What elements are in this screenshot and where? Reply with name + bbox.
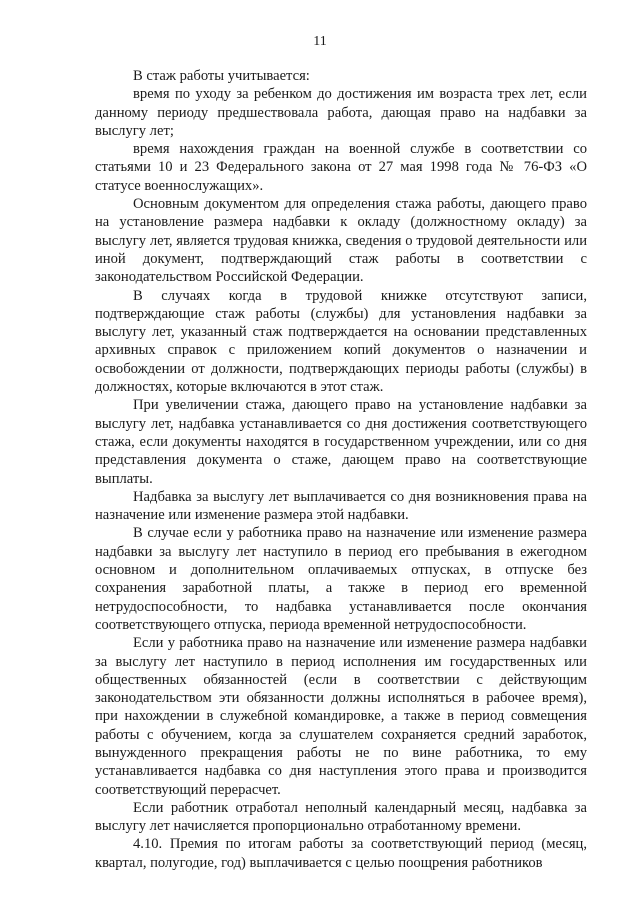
paragraph-stage-increase: При увеличении стажа, дающего право на установление надбавки за выслугу лет, надбавка устанавливается со дня достижения соответствующего стажа, если документы находятся в государственном учреждении, или со дня представления документа о стаже, дающем право на соответствующие выплаты. bbox=[95, 397, 587, 487]
paragraph-bonus-4-10: 4.10. Премия по итогам работы за соответствующий период (месяц, квартал, полугодие, год) выплачивается с целью поощрения работников bbox=[95, 836, 587, 871]
paragraph-main-document: Основным документом для определения стажа работы, дающего право на установление размера надбавки к окладу (должностному окладу) за выслугу лет, является трудовая книжка, сведения о трудовой деятельности или иной документ, подтверждающий стаж работы в соответствии с законодательством Российской Федерации. bbox=[95, 196, 587, 286]
paragraph-missing-records: В случаях когда в трудовой книжке отсутствуют записи, подтверждающие стаж работы (службы) для установления надбавки за выслугу лет, указанный стаж подтверждается на основании представленных архивных справок с приложением копий документов о назначении и освобождении от должности, подтверждающих периоды работы (службы) в должностях, которые включаются в этот стаж. bbox=[95, 287, 587, 396]
paragraph-vacation-case: В случае если у работника право на назначение или изменение размера надбавки за выслугу лет наступило в период его пребывания в ежегодном основном и дополнительном оплачиваемых отпусках, в отпуске без сохранения заработной платы, а также в период его временной нетрудоспособности, то надбавка устанавливается после окончания соответствующего отпуска, периода временной нетрудоспособности. bbox=[95, 525, 587, 633]
page-number: 11 bbox=[313, 34, 327, 49]
paragraph-military-service: время нахождения граждан на военной службе в соответствии со статьями 10 и 23 Федерального закона от 27 мая 1998 года № 76-ФЗ «О статусе военнослужащих». bbox=[95, 141, 587, 194]
paragraph-stage-intro: В стаж работы учитывается: bbox=[133, 68, 310, 84]
document-body bbox=[95, 67, 587, 872]
paragraph-duties-case: Если у работника право на назначение или изменение размера надбавки за выслугу лет наступило в период исполнения им государственных или общественных обязанностей (если в соответствии с действующим законодательством эти обязанности должны исполняться в рабочее время), при нахождении в служебной командировке, а также в период совмещения работы с обучением, когда за слушателем сохраняется средний заработок, вынужденного прекращения работы не по вине работника, то ему устанавливается надбавка со дня наступления этого права и производится соответствующий перерасчет. bbox=[95, 635, 587, 798]
paragraph-partial-month: Если работник отработал неполный календарный месяц, надбавка за выслугу лет начисляется пропорционально отработанному времени. bbox=[95, 799, 587, 835]
paragraph-child-care: время по уходу за ребенком до достижения им возраста трех лет, если данному периоду предшествовала работа, дающая право на надбавки за выслугу лет; bbox=[95, 86, 587, 139]
paragraph-payment-start: Надбавка за выслугу лет выплачивается со дня возникновения права на назначение или изменение размера этой надбавки. bbox=[95, 488, 587, 524]
